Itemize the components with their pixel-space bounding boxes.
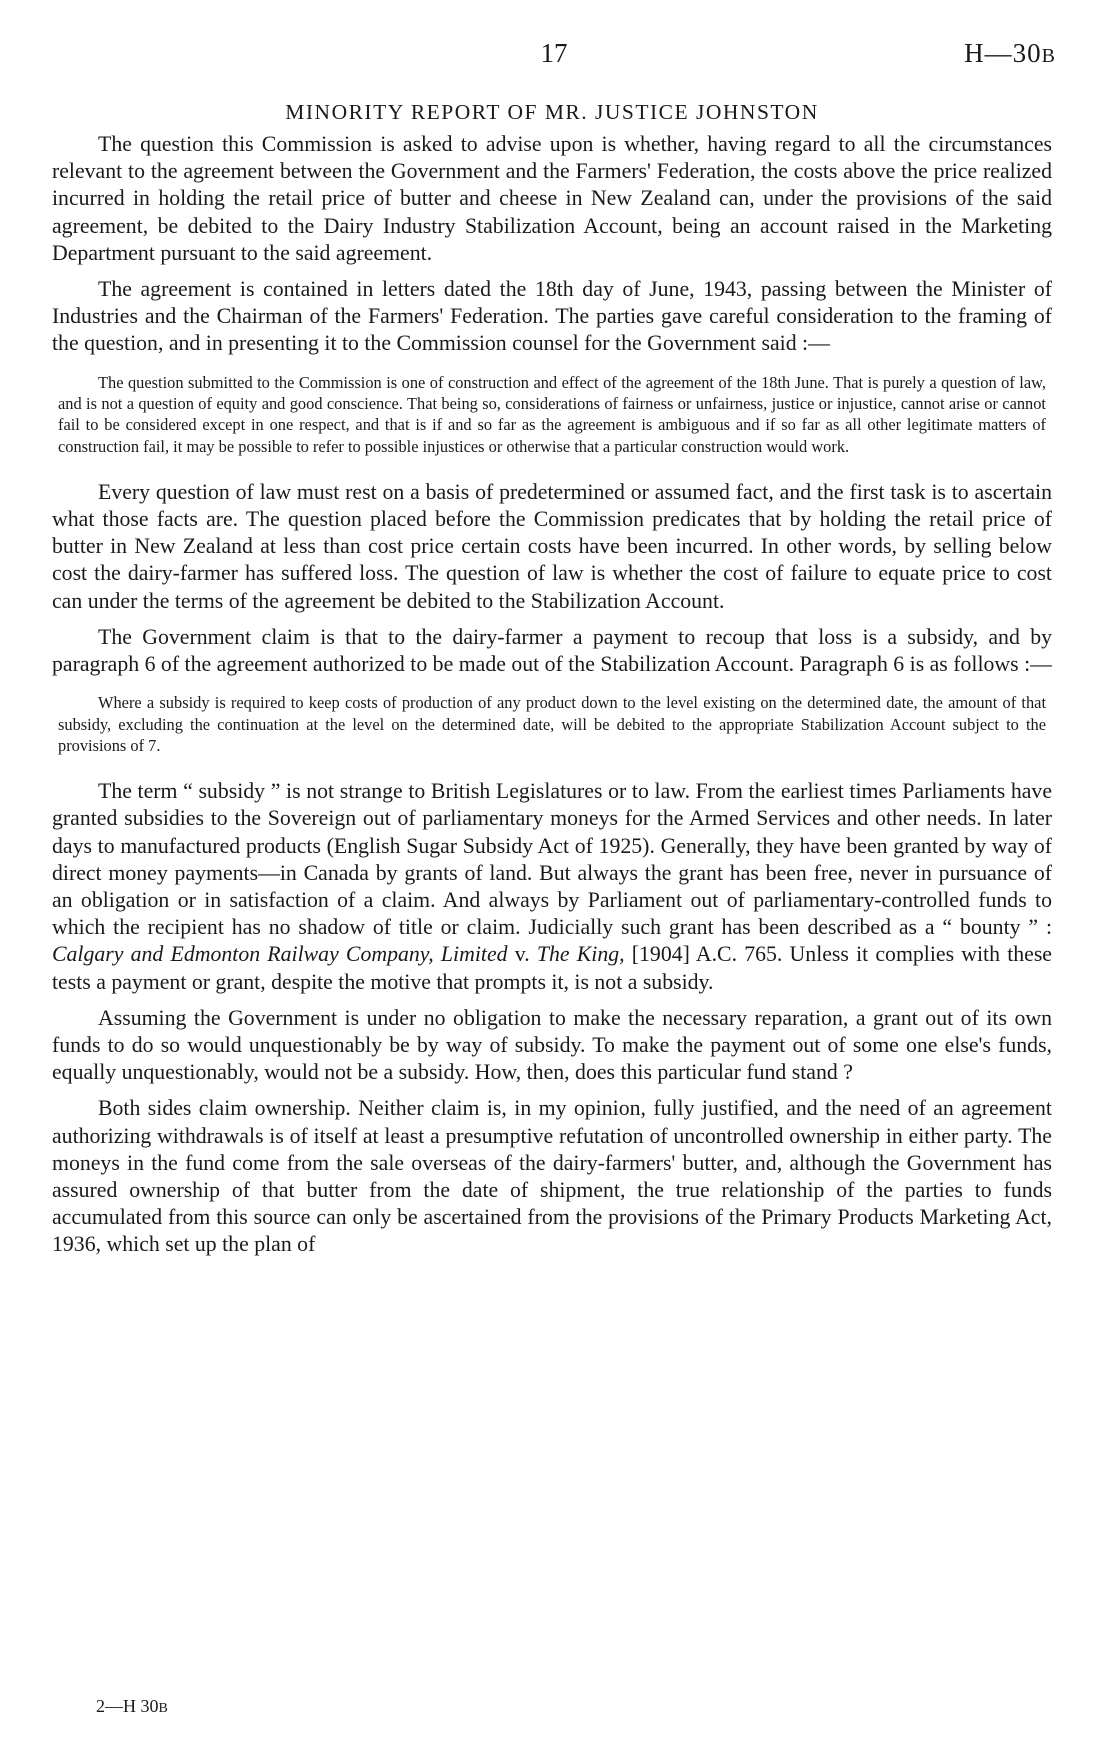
signature-suffix: B bbox=[158, 1701, 168, 1716]
signature-main: 2—H 30 bbox=[96, 1696, 159, 1716]
series-code-suffix: B bbox=[1041, 45, 1056, 67]
paragraph-7: Both sides claim ownership. Neither claim is, in my opinion, fully justified, and the need of an agreement authorizing withdrawals is of itself at least a presumptive refutation of uncontrolled ownership in either party. The moneys in the fund come from the sale overseas of the dairy-farmers' butter, and, although the Government has assured ownership of that butter from the date of shipment, the true relationship of the parties to funds accumulated from this source can only be ascertained from the provisions of the Primary Products Marketing Act, 1936, which set up the plan of bbox=[52, 1096, 1052, 1257]
report-body bbox=[52, 100, 1052, 1268]
paragraph-5-text-b: [1904] A.C. 765. Unless it complies with these tests a payment or grant, despite the motive that prompts it, is not a subsidy. bbox=[52, 942, 1052, 994]
quotation-paragraph-6: Where a subsidy is required to keep costs of production of any product down to the level existing on the determined date, the amount of that subsidy, excluding the continuation at the level on the determined date, will be debited to the appropriate Stabilization Account subject to the provisions of 7. bbox=[58, 693, 1046, 755]
paragraph-2: The agreement is contained in letters dated the 18th day of June, 1943, passing between the Minister of Industries and the Chairman of the Farmers' Federation. The parties gave careful consideration to the framing of the question, and in presenting it to the Commission counsel for the Government said :— bbox=[52, 277, 1052, 356]
case-name: Calgary and Edmonton Railway Company, Limited bbox=[52, 942, 508, 967]
report-title: MINORITY REPORT OF MR. JUSTICE JOHNSTON bbox=[285, 100, 819, 124]
paragraph-3: Every question of law must rest on a basis of predetermined or assumed fact, and the first task is to ascertain what those facts are. The question placed before the Commission predicates that by holding the retail price of butter in New Zealand at less than cost price certain costs have been incurred. In other words, by selling below cost the dairy-farmer has suffered loss. The question of law is whether the cost of failure to equate price to cost can under the terms of the agreement be debited to the Stabilization Account. bbox=[52, 479, 1052, 613]
paragraph-4: The Government claim is that to the dairy-farmer a payment to recoup that loss is a subsidy, and by paragraph 6 of the agreement authorized to be made out of the Stabilization Account. Paragraph 6 is as follows :— bbox=[52, 624, 1052, 677]
series-code bbox=[964, 38, 1056, 69]
series-code-main: H—30 bbox=[964, 38, 1042, 68]
page-header bbox=[52, 38, 1056, 78]
case-party: The King, bbox=[536, 942, 625, 967]
page-number: 17 bbox=[540, 38, 568, 68]
paragraph-5 bbox=[52, 778, 1052, 996]
case-versus: v. bbox=[507, 942, 537, 967]
paragraph-6: Assuming the Government is under no obligation to make the necessary reparation, a grant out of its own funds to do so would unquestionably be by way of subsidy. To make the payment out of some one else's funds, equally unquestionably, would not be a subsidy. How, then, does this particular fund stand ? bbox=[52, 1005, 1052, 1085]
printer-signature bbox=[96, 1696, 168, 1717]
quotation-counsel: The question submitted to the Commission is one of construction and effect of the agreement of the 18th June. That is purely a question of law, and is not a question of equity and good conscience. That being so, considerations of fairness or unfairness, justice or injustice, cannot arise or cannot fail to be considered except in one respect, and that is if and so far as the agreement is ambiguous and if so far as all other legitimate matters of construction fail, it may be possible to refer to possible injustices or otherwise that a particular construction would work. bbox=[58, 372, 1046, 456]
paragraph-1: The question this Commission is asked to advise upon is whether, having regard to all the circumstances relevant to the agreement between the Government and the Farmers' Federation, the costs above the price realized incurred in holding the retail price of butter and cheese in New Zealand can, under the provisions of the said agreement, be debited to the Dairy Industry Stabilization Account, being an account raised in the Marketing Department pursuant to the said agreement. bbox=[52, 132, 1052, 265]
paragraph-5-text-a: The term “ subsidy ” is not strange to British Legislatures or to law. From the earliest times Parliaments have granted subsidies to the Sovereign out of parliamentary moneys for the Armed Services and other needs. In later days to manufactured products (English Sugar Subsidy Act of 1925). Generally, they have been granted by way of direct money payments—in Canada by grants of land. But always the grant has been free, never in pursuance of an obligation or in satisfaction of a claim. And always by Parliament out of parliamentary-controlled funds to which the recipient has no shadow of title or claim. Judicially such grant has been described as a “ bounty ” : bbox=[52, 779, 1052, 940]
